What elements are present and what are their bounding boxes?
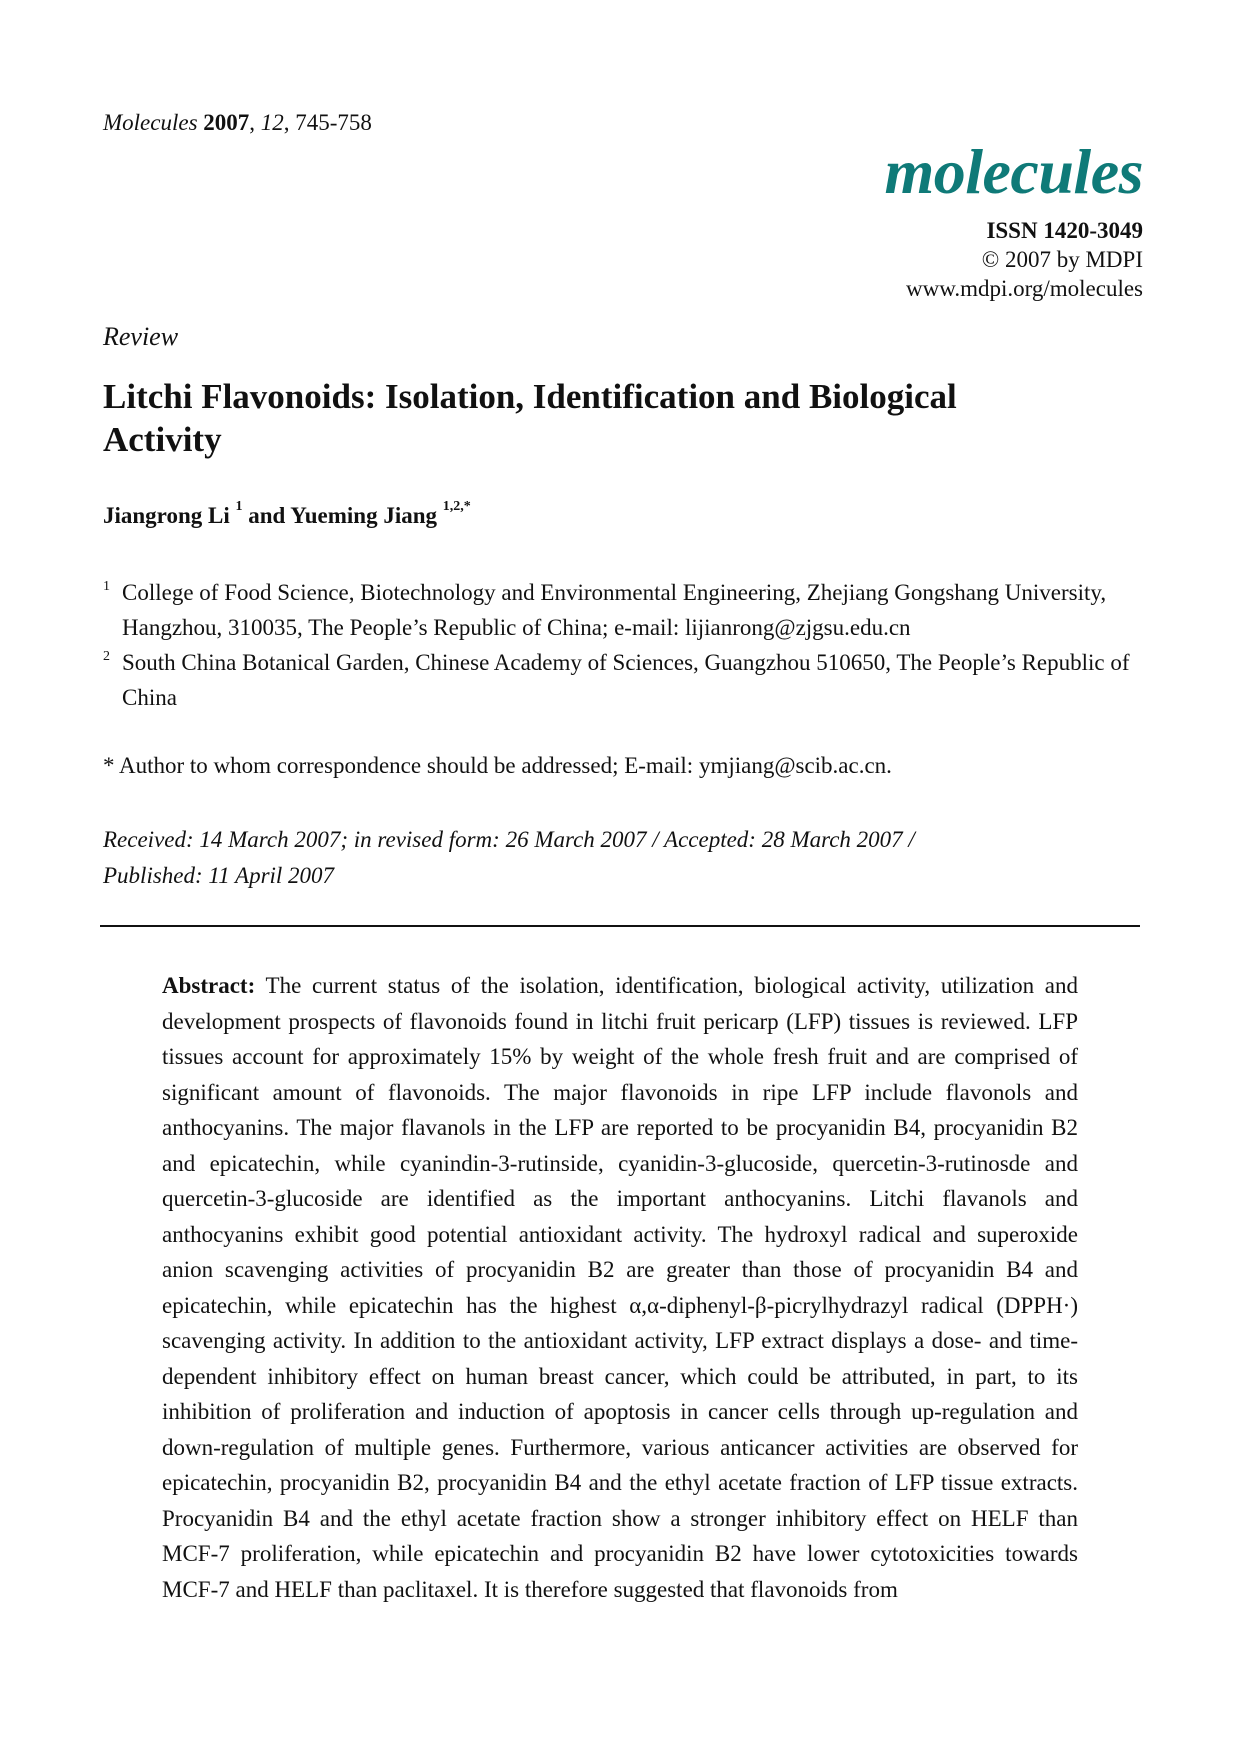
author-name: Yueming Jiang <box>290 503 438 528</box>
dates-published: Published: 11 April 2007 <box>103 863 335 888</box>
abstract-text: The current status of the isolation, identification, biological activity, utilization and development prospects of flavonoids found in litchi fruit pericarp (LFP) tissues is reviewed. LFP tissues account for approximately 15% by weight of the whole fresh fruit and are comprised of significant amount of flavonoids. The major flavonoids in ripe LFP include flavonols and anthocyanins. The major flavanols in the LFP are reported to be procyanidin B4, procyanidin B2 and epicatechin, while cyanindin-3-rutinside, cyanidin-3-glucoside, quercetin-3-rutinosde and quercetin-3-glucoside are identified as the important anthocyanins. Litchi flavanols and anthocyanins exhibit good potential antioxidant activity. The hydroxyl radical and superoxide anion scavenging activities of procyanidin B2 are greater than those of procyanidin B4 and epicatechin, while epicatechin has the highest α,α-diphenyl-β-picrylhydrazyl radical (DPPH·) scavenging activity. In addition to the antioxidant activity, LFP extract displays a dose- and time-dependent inhibitory effect on human breast cancer, which could be attributed, in part, to its inhibition of proliferation and induction of apoptosis in cancer cells through up-regulation and down-regulation of multiple genes. Furthermore, various anticancer activities are observed for epicatechin, procyanidin B2, procyanidin B4 and the ethyl acetate fraction of LFP tissue extracts. Procyanidin B4 and the ethyl acetate fraction show a stronger inhibitory effect on HELF than MCF-7 proliferation, while epicatechin and procyanidin B2 have lower cytotoxicities towards MCF-7 and HELF than paclitaxel. It is therefore suggested that flavonoids from <box>162 973 1078 1602</box>
journal-name: Molecules <box>103 110 198 135</box>
journal-volume: 12 <box>260 110 284 135</box>
author-affil-marker: 1,2,* <box>442 499 471 514</box>
author-name: Jiangrong Li <box>103 503 230 528</box>
abstract-label: Abstract: <box>162 973 256 998</box>
affiliation <box>103 645 1143 715</box>
article-title: Litchi Flavonoids: Isolation, Identification and Biological Activity <box>103 377 957 459</box>
journal-pages: , 745-758 <box>283 110 372 135</box>
affiliations <box>103 575 1143 715</box>
section-divider <box>100 925 1140 927</box>
issn: ISSN 1420-3049 <box>986 218 1143 243</box>
dates-received: Received: 14 March 2007; in revised form: 26 March 2007 / Accepted: 28 March 2007 / <box>103 827 915 852</box>
affiliation-text: South China Botanical Garden, Chinese Academy of Sciences, Guangzhou 510650, The People’s Republic of China <box>122 650 1130 710</box>
abstract <box>162 968 1078 1607</box>
affiliation-number: 2 <box>103 649 110 664</box>
correspondence-note: * Author to whom correspondence should be addressed; E-mail: ymjiang@scib.ac.cn. <box>103 753 892 778</box>
journal-url[interactable]: www.mdpi.org/molecules <box>906 276 1143 301</box>
affiliation <box>103 575 1143 645</box>
author-conjunction: and <box>248 503 286 528</box>
article-type: Review <box>103 322 179 351</box>
affiliation-text: College of Food Science, Biotechnology and Environmental Engineering, Zhejiang Gongshang University, Hangzhou, 310035, The People’s Republic of China; e-mail: lijianrong@zjgsu.edu.cn <box>122 580 1107 640</box>
author-affil-marker: 1 <box>235 499 243 514</box>
journal-meta <box>906 216 1143 303</box>
publication-dates <box>103 822 1103 894</box>
citation-line: Molecules 2007, 12, 745-758 <box>103 110 372 135</box>
copyright: © 2007 by MDPI <box>981 247 1143 272</box>
author-list <box>103 499 471 529</box>
journal-year: 2007 <box>203 110 250 135</box>
journal-logo: molecules <box>884 136 1143 207</box>
affiliation-number: 1 <box>103 579 110 594</box>
